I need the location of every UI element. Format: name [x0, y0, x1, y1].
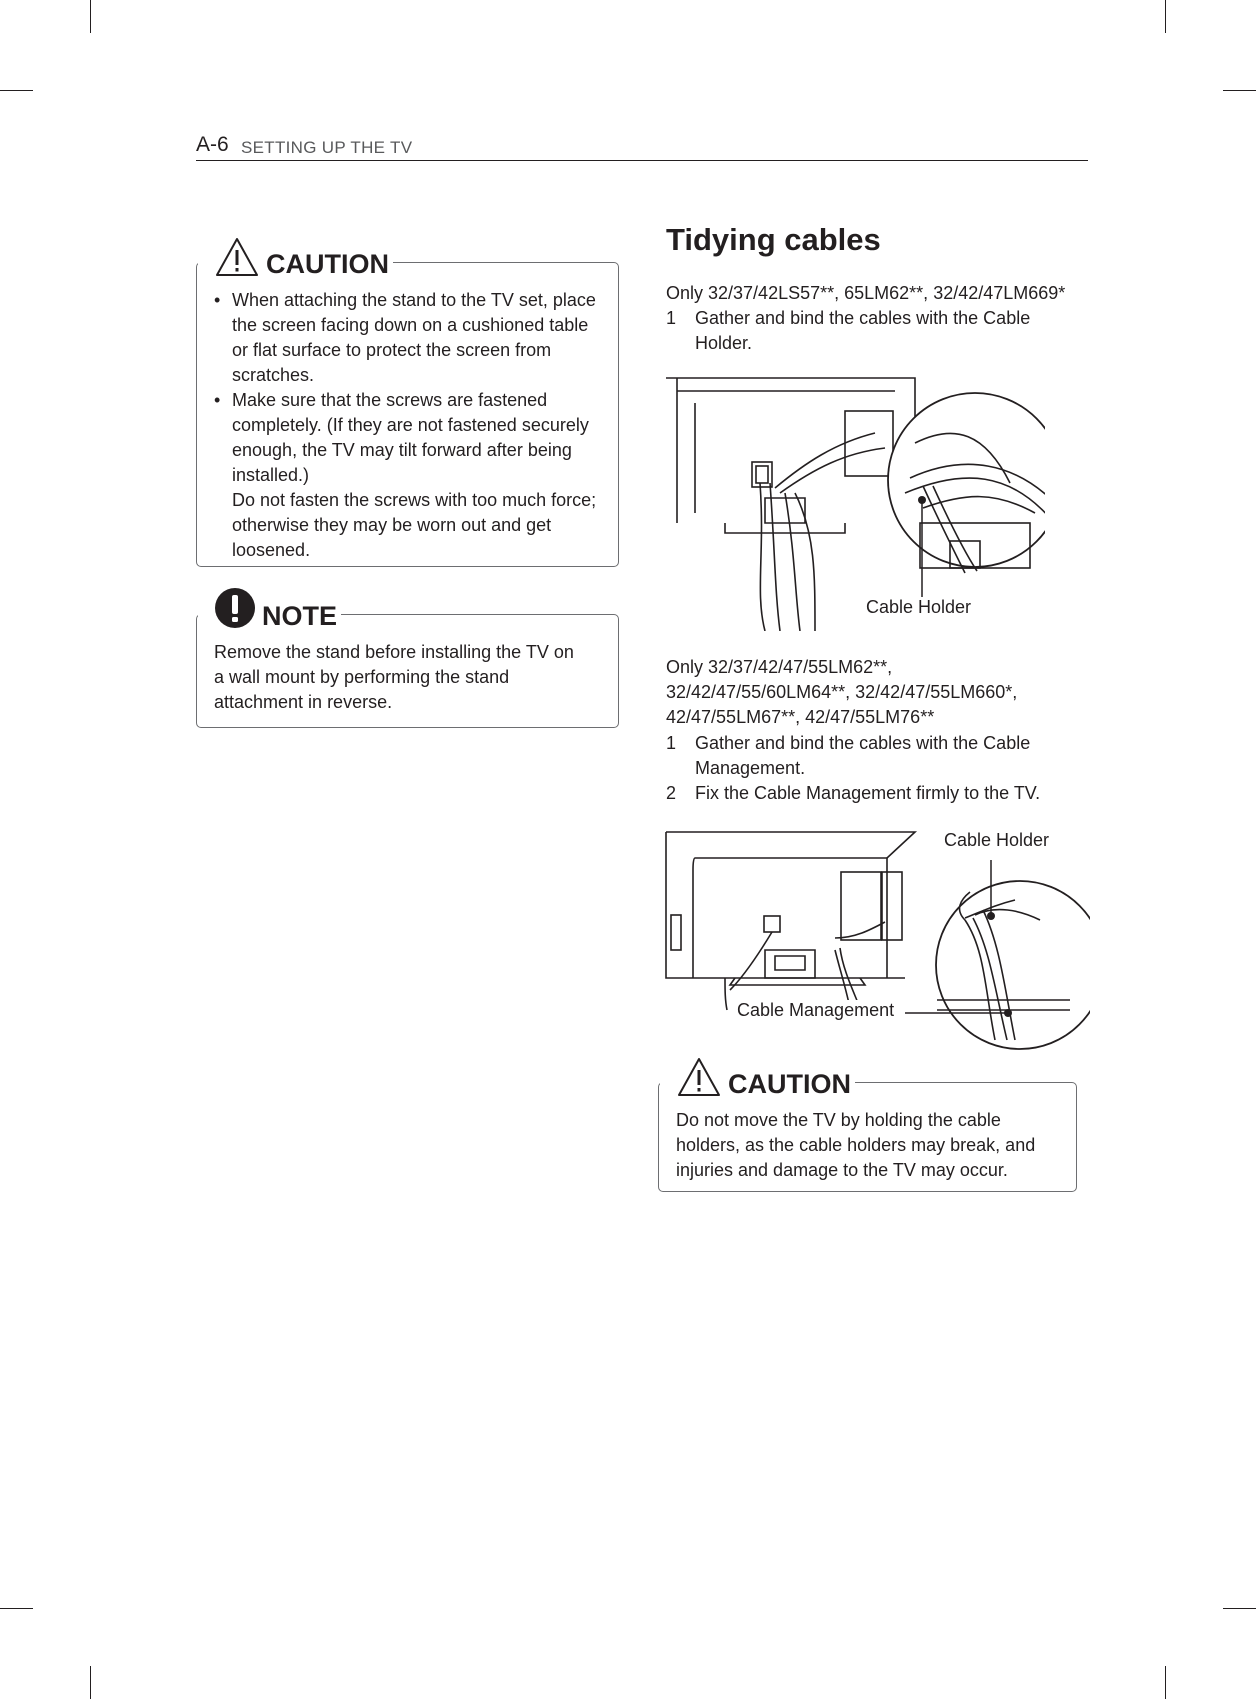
crop-mark [0, 1608, 33, 1609]
crop-mark [90, 1666, 91, 1699]
caution-content-right [676, 1108, 1061, 1183]
tidying-cables-heading: Tidying cables [666, 222, 881, 257]
caution-heading [198, 230, 393, 278]
step-number: 2 [666, 783, 677, 803]
step-number: 1 [666, 733, 677, 753]
caution-text-right: Do not move the TV by holding the cable holders, as the cable holders may break, and injuries and damage to the TV may occur. [676, 1110, 1036, 1180]
page-header [196, 133, 1088, 161]
step-text: Gather and bind the cables with the Cable Management. [695, 733, 1031, 778]
step-item [666, 306, 1066, 356]
note-text: Remove the stand before installing the TV on a wall mount by performing the stand attachment in reverse. [214, 642, 574, 712]
models-list-1: Only 32/37/42LS57**, 65LM62**, 32/42/47LM669* [666, 283, 1066, 303]
step-item [666, 781, 1086, 806]
crop-mark [90, 0, 91, 33]
warning-triangle-icon [676, 1056, 722, 1098]
caution-bullet: • When attaching the stand to the TV set, place the screen facing down on a cushioned table or flat surface to protect the screen from scratches. [214, 288, 608, 388]
step-text: Fix the Cable Management firmly to the TV. [695, 783, 1041, 803]
section-title: SETTING UP THE TV [241, 138, 413, 157]
caution-title-right: CAUTION [728, 1069, 851, 1099]
exclamation-icon [214, 586, 256, 630]
step-item [666, 731, 1066, 781]
crop-mark [1165, 1666, 1166, 1699]
crop-mark [0, 90, 33, 91]
warning-triangle-icon [214, 236, 260, 278]
crop-mark [1223, 1608, 1256, 1609]
note-heading [198, 584, 341, 630]
crop-mark [1165, 0, 1166, 33]
models-list-2: Only 32/37/42/47/55LM62**, 32/42/47/55/60LM64**, 32/42/47/55LM660*, 42/47/55LM67**, 42/47/55LM76** [666, 657, 1018, 727]
tv-back-illustration [665, 373, 1045, 631]
page-number: A-6 [196, 133, 229, 156]
step-text: Gather and bind the cables with the Cable Holder. [695, 308, 1031, 353]
cable-holder-label: Cable Holder [866, 597, 972, 617]
caution-heading-right [660, 1050, 855, 1098]
caution-content [214, 288, 608, 563]
figure-cable-holder [665, 373, 1045, 631]
step-number: 1 [666, 308, 677, 328]
caution-extra-text: Do not fasten the screws with too much force; otherwise they may be worn out and get loosened. [232, 490, 597, 560]
note-content [214, 640, 574, 715]
caution-bullet: • Make sure that the screws are fastened completely. (If they are not fastened securely enough, the TV may tilt forward after being installed.) [214, 388, 608, 488]
crop-mark [1223, 90, 1256, 91]
note-title: NOTE [262, 601, 338, 631]
cable-holder-label-2: Cable Holder [944, 830, 1050, 850]
cable-management-label: Cable Management [737, 1000, 895, 1020]
caution-title: CAUTION [266, 249, 389, 279]
